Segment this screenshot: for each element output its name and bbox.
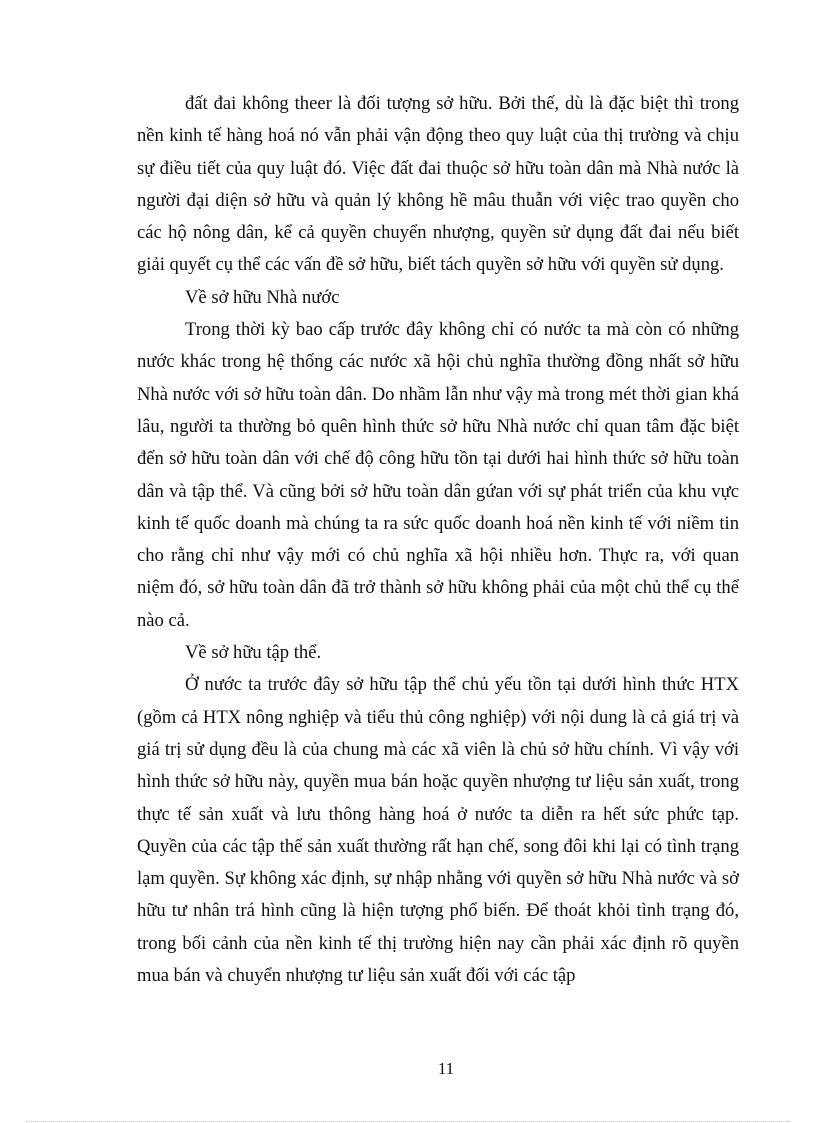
section-heading-state-ownership: Về sở hữu Nhà nước [185,286,340,308]
paragraph-land-ownership: đất đai không theer là đối tượng sở hữu. Bởi thế, dù là đặc biệt thì trong nền kinh tế hàng hoá nó vẫn phải vận động theo quy luật của thị trường và chịu sự điều tiết của quy luật đó. Việc đất đai thuộc sở hữu toàn dân mà Nhà nước là người đại diện sở hữu và quản lý không hề mâu thuẫn với việc trao quyền cho các hộ nông dân, kể cả quyền chuyển nhượng, quyền sử dụng đất đai nếu biết giải quyết cụ thể các vấn đề sở hữu, biết tách quyền sở hữu với quyền sử dụng. [137,93,739,276]
page-number: 11 [437,1059,455,1078]
paragraph-collective-ownership: Ở nước ta trước đây sở hữu tập thể chủ yếu tồn tại dưới hình thức HTX (gồm cả HTX nông nghiệp và tiểu thủ công nghiệp) với nội dung là cả giá trị và giá trị sử dụng đều là của chung mà các xã viên là chủ sở hữu chính. Vì vậy với hình thức sở hữu này, quyền mua bán hoặc quyền nhượng tư liệu sản xuất, trong thực tế sản xuất và lưu thông hàng hoá ở nước ta diễn ra hết sức phức tạp. Quyền của các tập thể sản xuất thường rất hạn chế, song đôi khi lại có tình trạng lạm quyền. Sự không xác định, sự nhập nhằng với quyền sở hữu Nhà nước và sở hữu tư nhân trá hình cũng là hiện tượng phổ biến. Để thoát khỏi tình trạng đó, trong bối cảnh của nền kinh tế thị trường hiện nay cần phải xác định rõ quyền mua bán và chuyển nhượng tư liệu sản xuất đối với các tập [137,674,739,987]
document-body [137,88,739,992]
section-heading-collective-ownership: Về sở hữu tập thể. [185,642,322,664]
paragraph-state-ownership: Trong thời kỳ bao cấp trước đây không chỉ có nước ta mà còn có những nước khác trong hệ thống các nước xã hội chủ nghĩa thường đồng nhất sở hữu Nhà nước với sở hữu toàn dân. Do nhầm lẫn như vậy mà trong mét thời gian khá lâu, người ta thường bỏ quên hình thức sở hữu Nhà nước chỉ quan tâm đặc biệt đến sở hữu toàn dân với chế độ công hữu tồn tại dưới hai hình thức sở hữu toàn dân và tập thể. Và cũng bởi sở hữu toàn dân gứan với sự phát triển của khu vực kinh tế quốc doanh mà chúng ta ra sức quốc doanh hoá nền kinh tế với niềm tin cho rằng chỉ như vậy mới có chủ nghĩa xã hội nhiều hơn. Thực ra, với quan niệm đó, sở hữu toàn dân đã trở thành sở hữu không phải của một chủ thể cụ thể nào cả. [137,319,739,631]
page-bottom-divider [26,1121,790,1122]
